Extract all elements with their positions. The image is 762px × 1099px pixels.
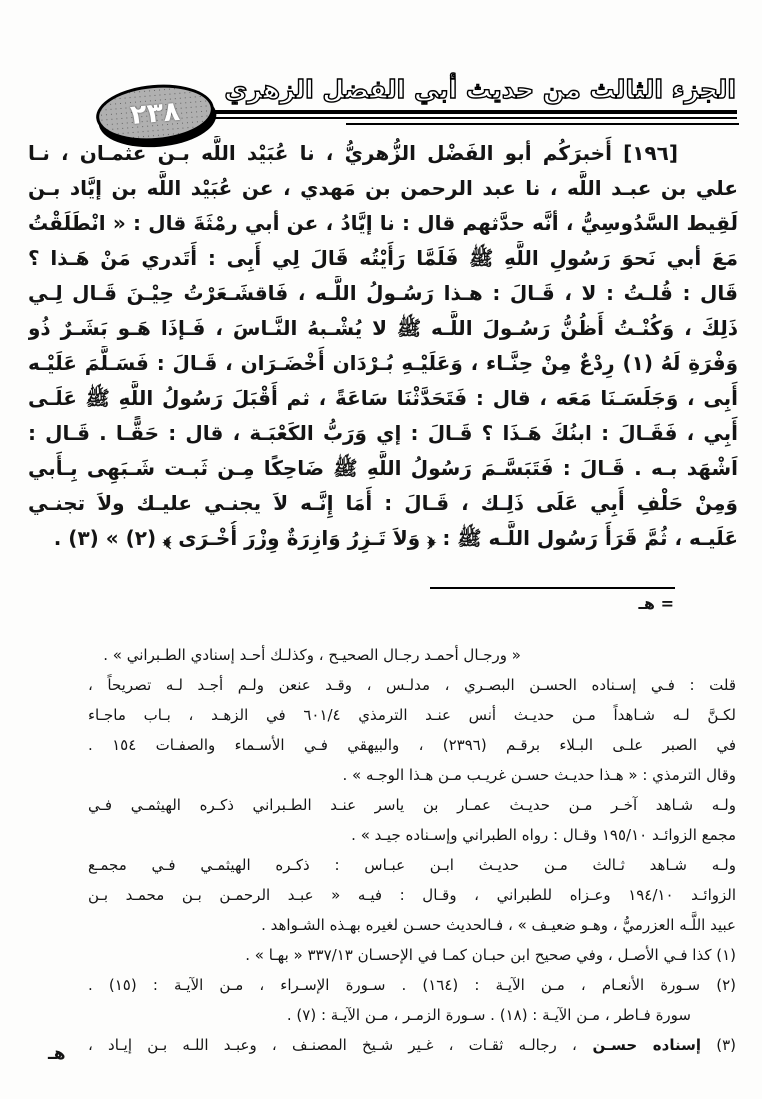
footnote-line: قلت : فـي إسـناده الحسـن البصـري ، مدلـس ، وقـد عنعن ولـم أجـد لـه تصريحاً ، xyxy=(88,676,736,694)
footnote-line: الزوائـد ١٩٤/١٠ وعـزاه للطبراني ، وقـال : فيـه « عبـد الرحمـن بـن محمـد بـن xyxy=(88,886,736,904)
hadith-line: وَفْرَةِ لَهُ (١) رِدْعٌ مِنْ حِنَّـاء ، وَعَلَيْـهِ بُـرْدَان أَخْضَـرَان ، قَـالَ : فَسَـلَّمَ عَلَيْـه xyxy=(28,351,738,375)
hadith-line: وَمِنْ حَلْفِ أَبِي عَلَى ذَلِـك ، قَـالَ : أَمَا إِنَّـه لاَ يجنـي عليـك ولاَ تجنـي xyxy=(28,491,738,515)
header-rule-thick xyxy=(208,110,737,114)
hadith-line: لَقِيط السَّدُوسِيُّ ، أنَّه حدَّثهم قال : نا إيَّادُ ، عن أبي رمْثَةَ قال : « انْطَلَقْتُ xyxy=(28,211,738,235)
footnote-line-text: ، رجالـه ثقـات ، غـير شـيخ المصنـف ، وعبـد اللـه بـن إيـاد ، xyxy=(88,1036,577,1054)
header-calligraphy-title: الجزء الثالث من حديث أبي الفضل الزهري xyxy=(224,75,736,104)
footnote-number: (٣) xyxy=(701,1036,736,1054)
footnotes-block xyxy=(88,640,736,1060)
hadith-text-block xyxy=(28,136,738,556)
header-rule-thin xyxy=(152,117,737,119)
hadith-line: اَشْهَد بـه . قَـالَ : فَتَبَسَّـمَ رَسُولُ اللَّهِ ﷺ ضَاحِكًا مِـن ثَبـت شَـبَهِى بِـأَبي xyxy=(28,456,738,480)
footnote-line xyxy=(88,1030,736,1060)
hadith-line: مَعَ أبي نَحوَ رَسُولِ اللَّهِ ﷺ فَلَمَّا رَأَيْتُه قَالَ لِي أَبِى : أَتَدري مَنْ هَـذا ؟ xyxy=(28,246,738,270)
footnote-separator-rule xyxy=(430,587,675,589)
footnote-line: وقال الترمذي : « هـذا حديـث حسـن غريـب مـن هـذا الوجـه » . xyxy=(342,766,736,784)
title-underline-rule xyxy=(346,123,739,125)
hadith-line: [١٩٦] أَخبرَكُم أبو الفَضْل الزُّهريُّ ، نا عُبَيْد اللَّه بـن عثمـان ، نـا xyxy=(28,141,678,165)
hadith-line: قَال : قُلـتُ : لا ، قَـالَ : هـذا رَسُـولُ اللَّـه ، فَاقشَـعَرْتُ حِيْـنَ قَـال لِـي xyxy=(28,281,738,305)
hadith-line: علي بن عبـد اللَّه ، نا عبد الرحمن بن مَهدي ، عن عُبَيْد اللَّه بن إيَّاد بـن xyxy=(28,176,738,200)
footnote-continuation-mark-bottom: هـ xyxy=(48,1044,66,1064)
footnote-line: « ورجـال أحمـد رجـال الصحيـح ، وكذلـك أحـد إسنادي الطـبراني » . xyxy=(103,646,521,664)
hadith-line: أَبِي ، فَقَـالَ : ابنُكَ هَـذَا ؟ قَـالَ : إي وَرَبُّ الكَعْبَـة ، قال : حَقًّـا . قَـال : xyxy=(28,421,738,445)
footnote-line: في الصبر علـى البـلاء برقـم (٢٣٩٦) ، والبيهقي فـي الأسـماء والصفـات ١٥٤ . xyxy=(88,736,736,754)
footnote-line: ولـه شـاهد آخـر مـن حديـث عمـار بن ياسر عنـد الطـبراني ذكـره الهيثمـي فـي xyxy=(88,796,736,814)
footnote-grade-bold: إسناده حسـن xyxy=(576,1036,702,1054)
footnote-line: لكـنَّ لـه شـاهداً مـن حديـث أنس عنـد الترمذي ٦٠١/٤ في الزهـد ، بـاب ماجـاء xyxy=(88,706,736,724)
footnote-line: مجمع الزوائـد ١٩٥/١٠ وقـال : رواه الطبراني وإسـناده جيـد » . xyxy=(351,826,736,844)
hadith-line: أَبِى ، وَجَلَسَـنَا مَعَه ، قال : فَتَحَدَّثْنَا سَاعَةً ، ثم أَقْبَلَ رَسُولُ اللَّهِ ﷺ عَلَـى xyxy=(28,386,738,410)
footnote-line: (١) كذا فـي الأصـل ، وفي صحيح ابن حبـان كمـا في الإحسـان ٣٣٧/١٣ « بهـا » . xyxy=(245,946,736,964)
footnote-line: ولـه شـاهد ثـالث مـن حديـث ابـن عبـاس : ذكـره الهيثمـي فـي مجمـع xyxy=(88,856,736,874)
hadith-line: عَلَيـه ، ثُمَّ قَرَأَ رَسُول اللَّـه ﷺ : ﴿ وَلاَ تَـزِرُ وَازِرَةٌ وِزْرَ أُخْـرَى ﴾ (٢) » (٣) . xyxy=(53,526,738,550)
hadith-line: ذَلِكَ ، وَكُنْـتُ أَظُنُّ رَسُـولَ اللَّـه ﷺ لا يُشْـبهُ النَّـاسَ ، فَـإذَا هَـو بَشَـرٌ ذُو xyxy=(28,316,738,340)
footnote-line: سورة فـاطر ، مـن الآيـة : (١٨) . سـورة الزمـر ، مـن الآيـة : (٧) . xyxy=(286,1006,691,1024)
footnote-continuation-mark-top: = هـ xyxy=(638,594,674,613)
footnote-line: عبيد اللَّـه العزرميُّ ، وهـو ضعيـف » ، فـالحديث حسـن لغيره بهـذه الشـواهد . xyxy=(261,916,736,934)
page-number: ٢٣٨ xyxy=(129,95,181,131)
footnote-line: (٢) سـورة الأنعـام ، مـن الآيـة : (١٦٤) . سـورة الإسـراء ، مـن الآيـة : (١٥) . xyxy=(88,976,736,994)
